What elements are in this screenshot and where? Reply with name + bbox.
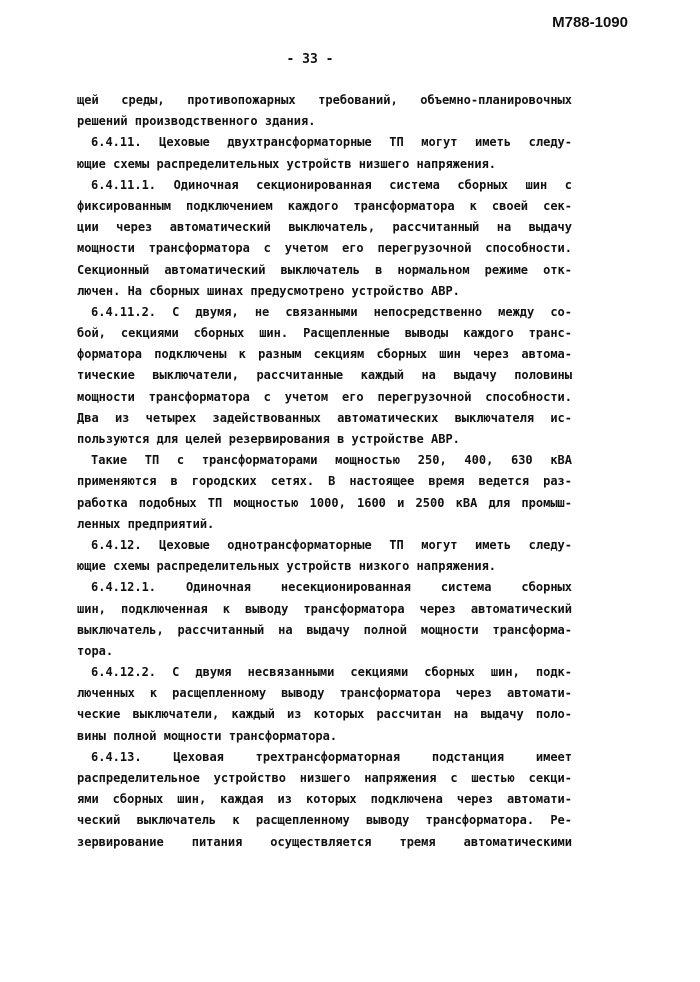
- text-line: работка подобных ТП мощностью 1000, 1600 и 2500 кВА для промыш-: [77, 495, 572, 510]
- text-line: бой, секциями сборных шин. Расщепленные выводы каждого транс-: [77, 326, 572, 341]
- text-line: ческий выключатель к расщепленному выводу трансформатора. Ре-: [77, 813, 572, 828]
- text-line: 6.4.12.1. Одиночная несекционированная система сборных: [91, 580, 572, 595]
- text-line: ющие схемы распределительных устройств низшего напряжения.: [77, 156, 497, 171]
- text-line: люченных к расщепленному выводу трансформатора через автомати-: [77, 686, 572, 701]
- text-line: ческие выключатели, каждый из которых рассчитан на выдачу поло-: [77, 707, 572, 722]
- text-line: Два из четырех задействованных автоматических выключателя ис-: [77, 410, 572, 425]
- page-number: - 33 -: [286, 52, 334, 67]
- text-line: распределительное устройство низшего напряжения с шестью секци-: [77, 771, 572, 785]
- text-line: выключатель, рассчитанный на выдачу полной мощности трансформа-: [77, 622, 572, 637]
- body-text: [77, 90, 572, 853]
- text-line: щей среды, противопожарных требований, объемно-планировочных: [77, 93, 572, 107]
- text-line: пользуются для целей резервирования в устройстве АВР.: [77, 432, 460, 446]
- text-line: ленных предприятий.: [77, 516, 215, 531]
- text-line: 6.4.11.1. Одиночная секционированная система сборных шин с: [91, 177, 572, 192]
- text-line: ющие схемы распределительных устройств низкого напряжения.: [77, 559, 497, 574]
- text-line: 6.4.13. Цеховая трехтрансформаторная подстанция имеет: [91, 749, 572, 764]
- text-line: шин, подключенная к выводу трансформатора через автоматический: [77, 601, 572, 616]
- text-line: 6.4.12.2. С двумя несвязанными секциями сборных шин, подк-: [91, 665, 572, 680]
- text-line: форматора подключены к разным секциям сборных шин через автома-: [77, 347, 572, 362]
- text-line: мощности трансформатора с учетом его перегрузочной способности.: [77, 241, 572, 256]
- text-line: применяются в городских сетях. В настоящее время ведется раз-: [77, 474, 572, 489]
- text-line: зервирование питания осуществляется тремя автоматическими: [77, 834, 572, 849]
- text-line: Такие ТП с трансформаторами мощностью 250, 400, 630 кВА: [91, 453, 572, 468]
- document-code: М788-1090: [552, 14, 628, 31]
- text-line: ции через автоматический выключатель, рассчитанный на выдачу: [77, 220, 572, 235]
- text-line: лючен. На сборных шинах предусмотрено устройство АВР.: [77, 283, 460, 298]
- text-line: тические выключатели, рассчитанные каждый на выдачу половины: [77, 368, 572, 383]
- text-line: ями сборных шин, каждая из которых подключена через автомати-: [77, 792, 572, 807]
- text-line: фиксированным подключением каждого трансформатора к своей сек-: [77, 198, 572, 213]
- text-line: мощности трансформатора с учетом его перегрузочной способности.: [77, 389, 572, 404]
- text-line: 6.4.12. Цеховые однотрансформаторные ТП могут иметь следу-: [91, 537, 572, 552]
- text-line: Секционный автоматический выключатель в нормальном режиме отк-: [77, 262, 572, 277]
- text-line: тора.: [77, 643, 114, 658]
- text-line: 6.4.11.2. С двумя, не связанными непосредственно между со-: [91, 304, 572, 319]
- text-line: решений производственного здания.: [77, 114, 316, 129]
- text-line: 6.4.11. Цеховые двухтрансформаторные ТП могут иметь следу-: [91, 135, 572, 150]
- text-line: вины полной мощности трансформатора.: [77, 728, 338, 743]
